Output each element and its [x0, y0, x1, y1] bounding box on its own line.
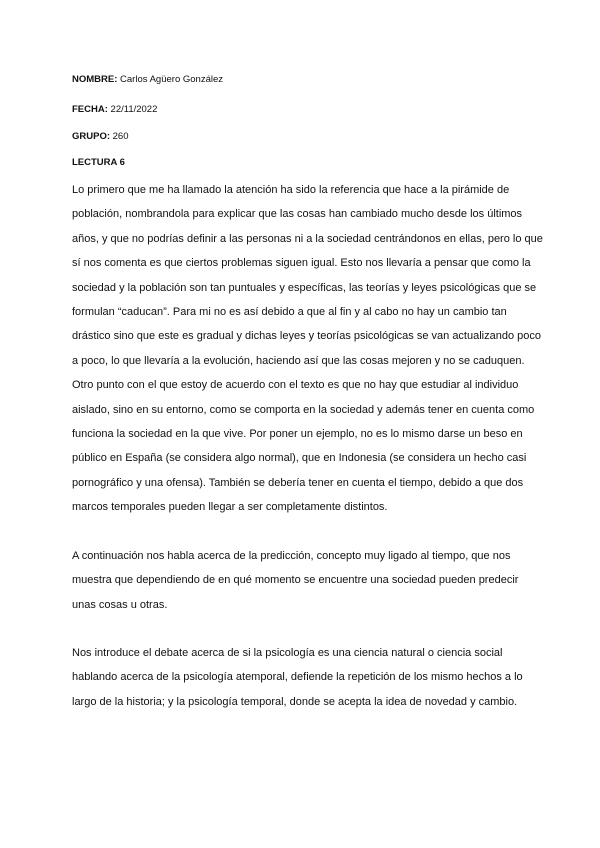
paragraph-4: Nos introduce el debate acerca de si la psicología es una ciencia natural o ciencia social hablando acerca de la psicología atemporal, defiende la repetición de los mismo hechos a lo largo de la historia; y la psicología temporal, donde se acepta la idea de novedad y cambio.	[72, 646, 523, 708]
paragraph-1: Lo primero que me ha llamado la atención ha sido la referencia que hace a la pirámide de población, nombrandola para explicar que las cosas han cambiado mucho desde los últimos años, y que no podrías definir a las personas ni a la sociedad centrándonos en ellas, pero lo que sí nos comenta es que ciertos problemas siguen igual. Esto nos llevaría a pensar que como la sociedad y la población son tan puntuales y específicas, las teorías y leyes psicológicas que se formulan “caducan”. Para mi no es así debido a que al fin y al cabo no hay un cambio tan drástico sino que este es gradual y dichas leyes y teorías psicológicas se van actualizando poco a poco, lo que llevaría a la evolución, haciendo así que las cosas mejoren y no se caduquen.	[72, 184, 543, 367]
grupo-label: GRUPO:	[72, 131, 110, 142]
document-body	[72, 178, 544, 714]
nombre-value: Carlos Agüero González	[120, 74, 224, 85]
nombre-label: NOMBRE:	[72, 74, 118, 85]
lectura-line	[72, 157, 125, 168]
fecha-value: 22/11/2022	[110, 104, 158, 115]
paragraph-2: Otro punto con el que estoy de acuerdo con el texto es que no hay que estudiar al individuo aislado, sino en su entorno, como se comporta en la sociedad y además tener en cuenta como funciona la sociedad en la que vive. Por poner un ejemplo, no es lo mismo darse un beso en público en España (se considera algo normal), que en Indonesia (se considera un hecho casi pornográfico y una ofensa). También se debería tener en cuenta el tiempo, debido a que dos marcos temporales pueden llegar a ser completamente distintos.	[72, 379, 535, 514]
grupo-line	[72, 131, 129, 142]
paragraph-spacer	[72, 617, 544, 641]
grupo-value: 260	[112, 131, 129, 142]
fecha-line	[72, 104, 157, 115]
paragraph-3: A continuación nos habla acerca de la predicción, concepto muy ligado al tiempo, que nos muestra que dependiendo de en qué momento se encuentre una sociedad pueden predecir unas cosas u otras.	[72, 549, 519, 611]
nombre-line	[72, 74, 223, 85]
lectura-label: LECTURA 6	[72, 157, 125, 168]
paragraph-spacer	[72, 520, 544, 544]
fecha-label: FECHA:	[72, 104, 108, 115]
